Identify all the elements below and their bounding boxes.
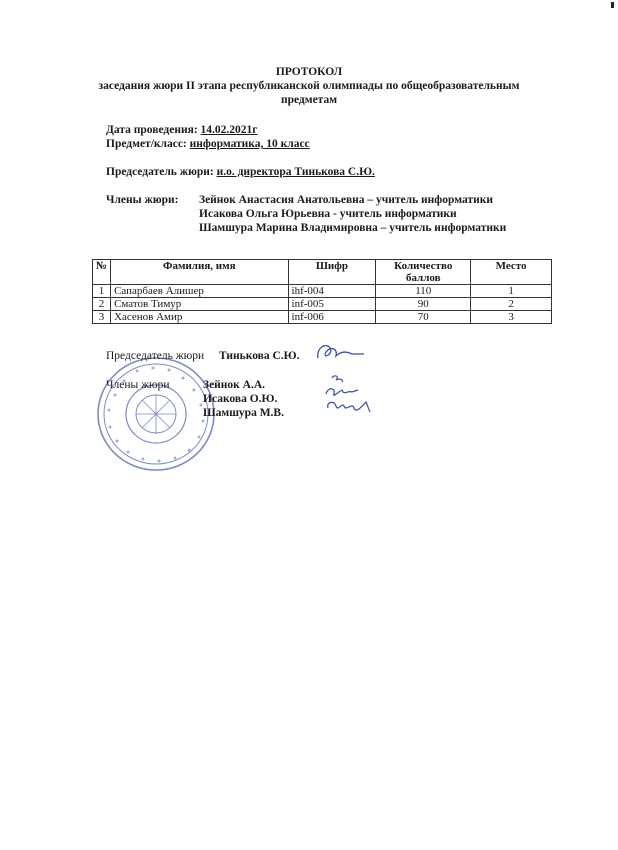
cell-score: 90: [376, 298, 471, 311]
table-row: [93, 285, 552, 298]
results-table: [92, 259, 552, 324]
signature-members-label: Члены жюри: [106, 379, 170, 391]
scan-mark: [611, 2, 614, 8]
chair-value: и.о. директора Тинькова С.Ю.: [216, 166, 375, 178]
cell-place: 1: [471, 285, 552, 298]
table-header-row: [93, 260, 552, 285]
cell-name: Сматов Тимур: [111, 298, 288, 311]
date-value: 14.02.2021г: [200, 124, 258, 136]
signature-chair-label: Председатель жюри: [106, 350, 205, 362]
members-handwritten-signatures: [322, 372, 376, 420]
signature-member-3: Шамшура М.В.: [203, 407, 284, 419]
members-label: Члены жюри:: [106, 194, 179, 206]
table-row: [93, 298, 552, 311]
column-header-place: Место: [471, 260, 552, 285]
cell-number: 1: [93, 285, 111, 298]
cell-score: 110: [376, 285, 471, 298]
cell-name: Сапарбаев Алишер: [111, 285, 288, 298]
document-title: ПРОТОКОЛ: [275, 66, 343, 78]
signature-chair-name: Тинькова С.Ю.: [219, 350, 300, 362]
date-label: Дата проведения:: [106, 124, 198, 136]
cell-number: 2: [93, 298, 111, 311]
column-header-score: Количество баллов: [376, 260, 471, 285]
cell-score: 70: [376, 311, 471, 324]
signature-member-1: Зейнок А.А.: [203, 379, 266, 391]
column-header-code: Шифр: [288, 260, 376, 285]
cell-place: 3: [471, 311, 552, 324]
column-header-number: №: [93, 260, 111, 285]
document-subtitle-line2: предметам: [280, 94, 338, 106]
chair-label: Председатель жюри:: [106, 166, 214, 178]
chair-handwritten-signature: [312, 340, 372, 366]
member-line-2: Исакова Ольга Юрьевна - учитель информатики: [199, 208, 457, 220]
cell-place: 2: [471, 298, 552, 311]
date-row: [106, 124, 258, 137]
table-row: [93, 311, 552, 324]
signature-member-2: Исакова О.Ю.: [203, 393, 278, 405]
subject-value: информатика, 10 класс: [189, 138, 310, 150]
subject-label: Предмет/класс:: [106, 138, 187, 150]
round-seal-stamp: [95, 355, 217, 473]
column-header-name: Фамилия, имя: [111, 260, 288, 285]
document-subtitle-line1: заседания жюри II этапа республиканской олимпиады по общеобразовательным: [98, 80, 520, 92]
cell-number: 3: [93, 311, 111, 324]
member-line-1: Зейнок Анастасия Анатольевна – учитель информатики: [199, 194, 493, 206]
cell-name: Хасенов Амир: [111, 311, 288, 324]
cell-code: inf-006: [288, 311, 376, 324]
subject-row: [106, 138, 310, 151]
cell-code: ihf-004: [288, 285, 376, 298]
member-line-3: Шамшура Марина Владимировна – учитель информатики: [199, 222, 507, 234]
chair-row: [106, 166, 375, 179]
cell-code: inf-005: [288, 298, 376, 311]
